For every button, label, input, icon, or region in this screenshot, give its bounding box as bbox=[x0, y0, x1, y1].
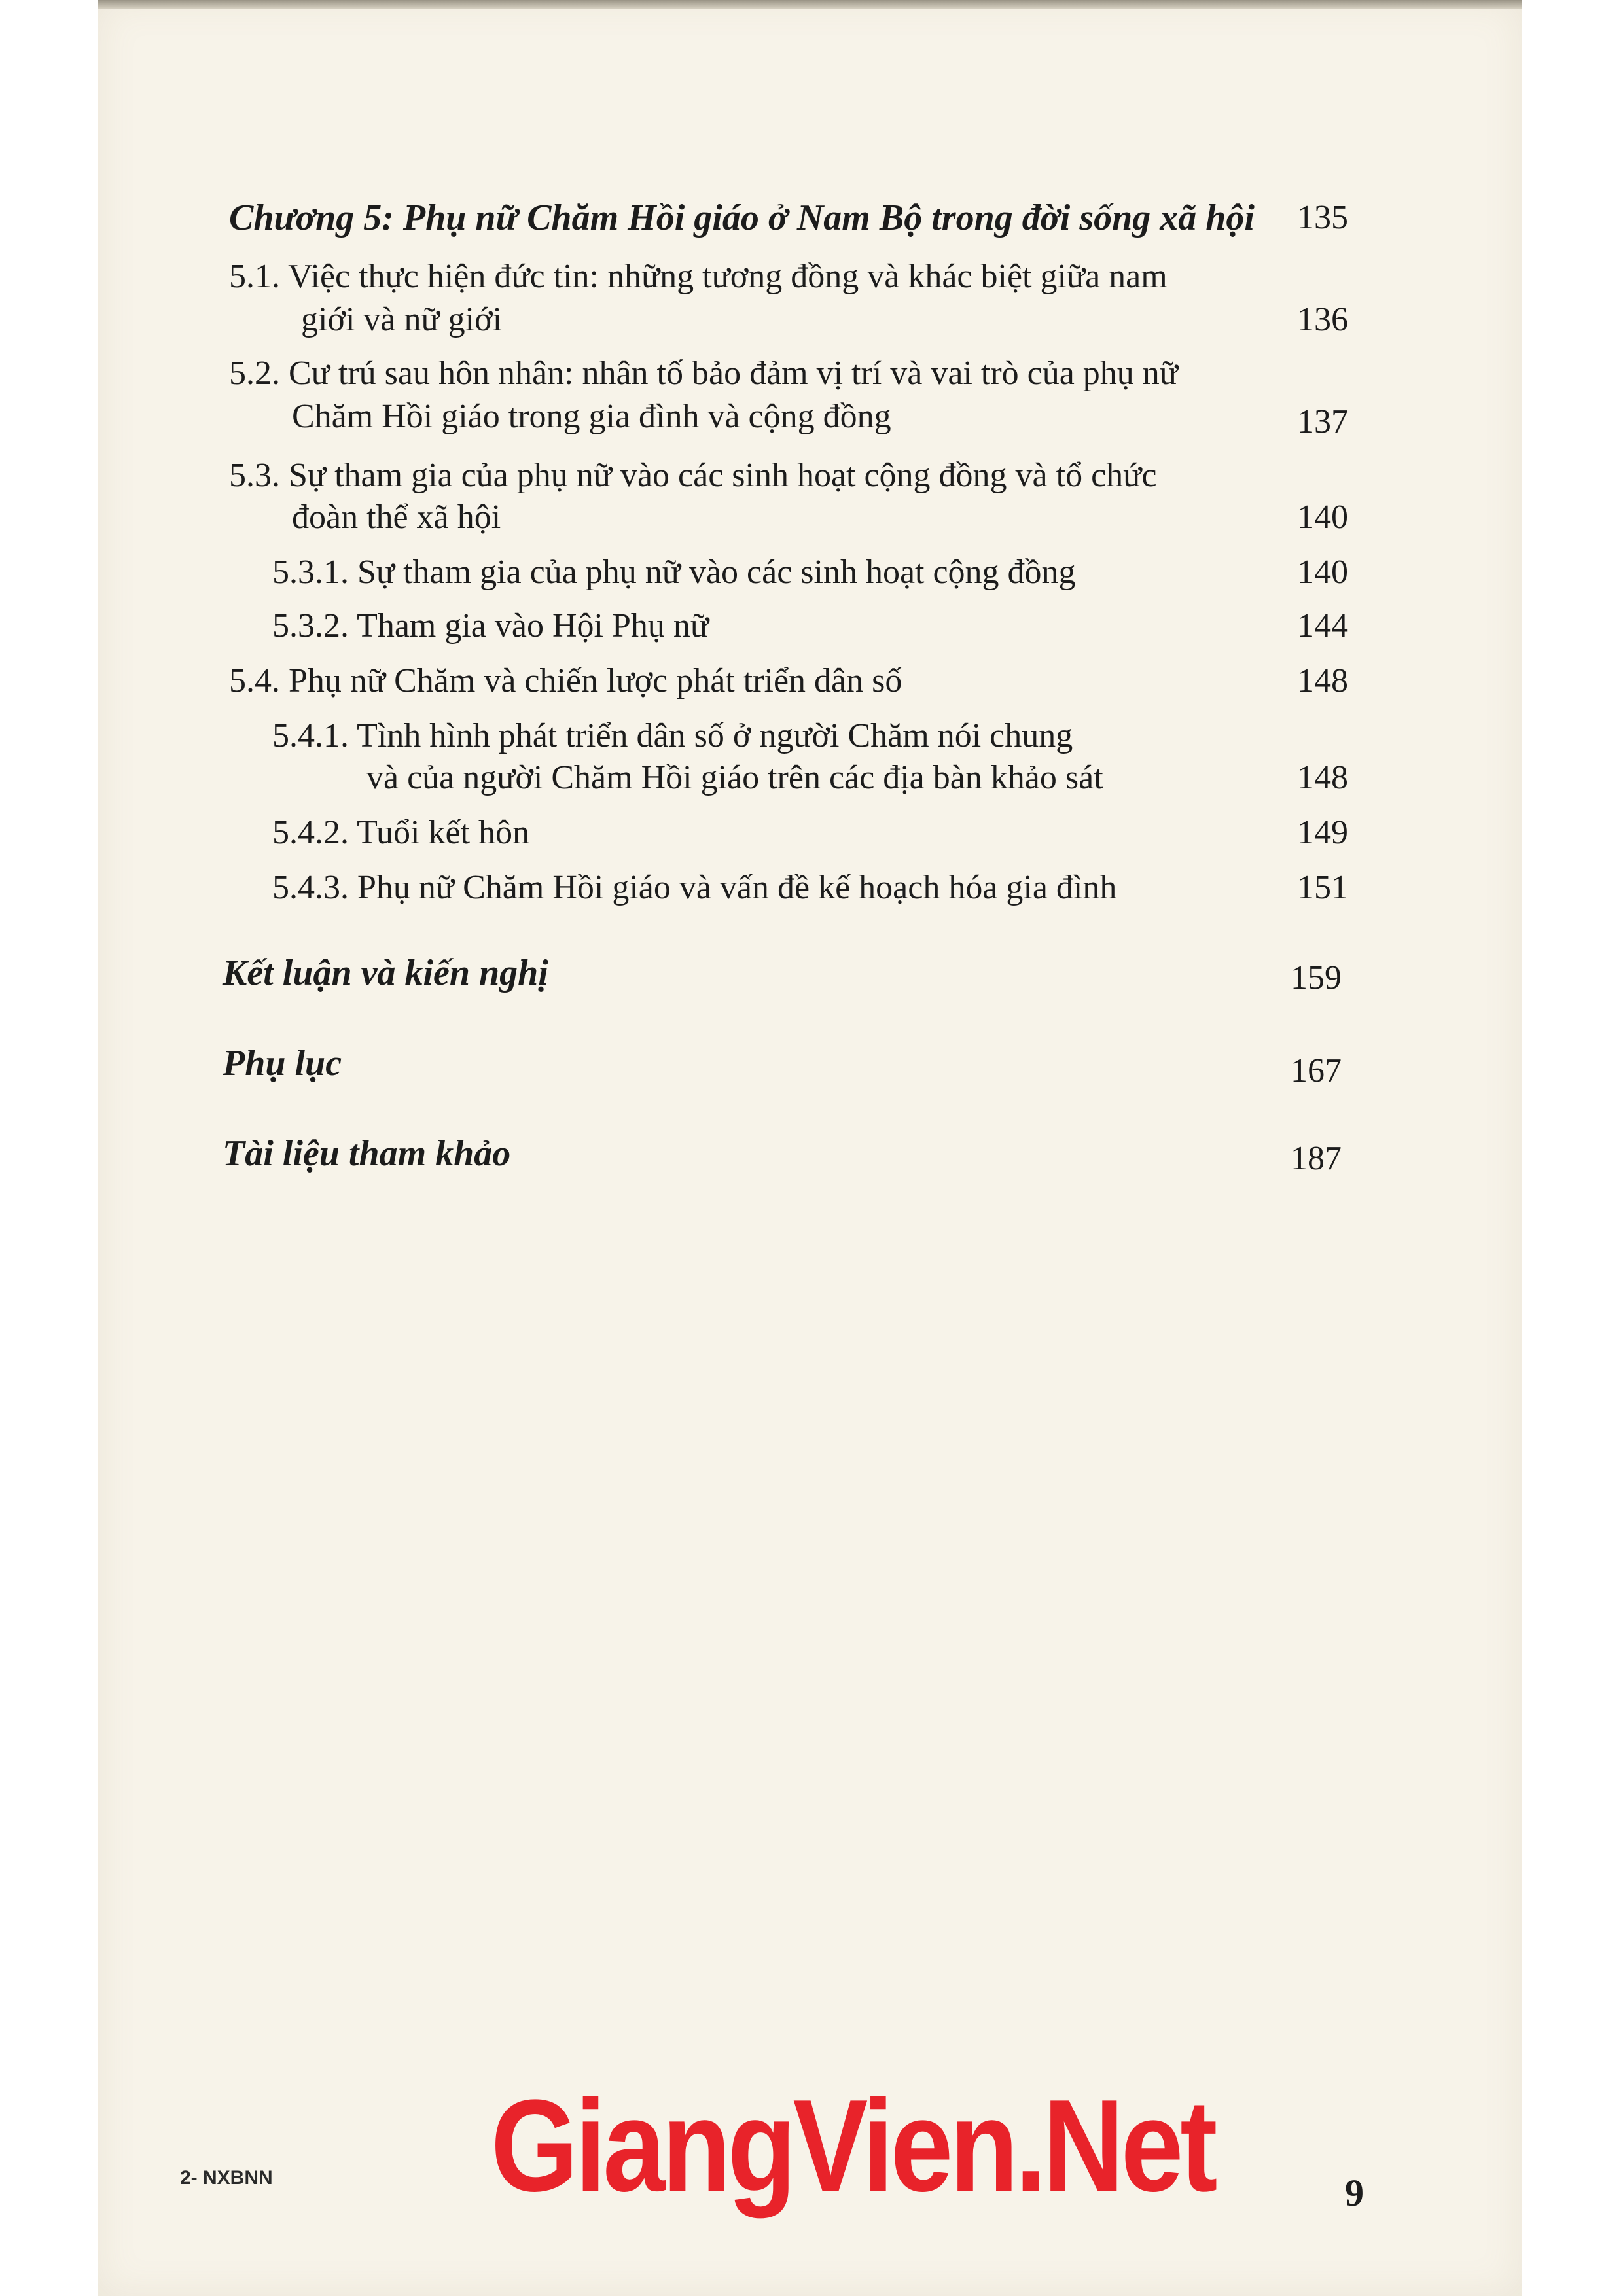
toc-section-5-4-1-line2: và của người Chăm Hồi giáo trên các địa bàn khảo sát bbox=[366, 759, 1103, 796]
toc-section-5-4-2 bbox=[272, 811, 529, 855]
toc-section-5-4-2-page: 149 bbox=[1297, 814, 1348, 851]
toc-section-5-3-2-text: Tham gia vào Hội Phụ nữ bbox=[357, 607, 709, 645]
toc-section-5-3-text: Sự tham gia của phụ nữ vào các sinh hoạt cộng đồng và tổ chức bbox=[289, 457, 1157, 494]
toc-section-5-3-1-page: 140 bbox=[1297, 554, 1348, 591]
toc-section-5-1-line1 bbox=[229, 255, 1168, 298]
page-number: 9 bbox=[1345, 2172, 1364, 2214]
toc-section-5-3-1-text: Sự tham gia của phụ nữ vào các sinh hoạt cộng đồng bbox=[357, 554, 1076, 591]
toc-section-5-1-line2: giới và nữ giới bbox=[301, 301, 503, 338]
toc-section-5-1-text: Việc thực hiện đức tin: những tương đồng và khác biệt giữa nam bbox=[288, 258, 1168, 295]
toc-section-5-4-2-num: 5.4.2. bbox=[272, 814, 349, 851]
toc-section-5-2-line1 bbox=[229, 352, 1178, 395]
toc-section-5-2-text: Cư trú sau hôn nhân: nhân tố bảo đảm vị trí và vai trò của phụ nữ bbox=[289, 355, 1178, 392]
page-top-edge bbox=[98, 0, 1522, 9]
toc-section-5-4-3-text: Phụ nữ Chăm Hồi giáo và vấn đề kế hoạch hóa gia đình bbox=[357, 869, 1117, 906]
toc-section-5-1-num: 5.1. bbox=[229, 258, 280, 295]
toc-section-5-3-line1 bbox=[229, 454, 1156, 497]
toc-section-5-4-1-num: 5.4.1. bbox=[272, 717, 349, 754]
toc-section-5-4-3-page: 151 bbox=[1297, 869, 1348, 906]
footer-publisher-mark: 2- NXBNN bbox=[180, 2167, 273, 2189]
toc-conclusion-title: Kết luận và kiến nghị bbox=[223, 953, 548, 993]
toc-appendix-title: Phụ lục bbox=[223, 1043, 342, 1084]
toc-section-5-3-num: 5.3. bbox=[229, 457, 280, 494]
toc-references-page: 187 bbox=[1291, 1140, 1342, 1177]
toc-section-5-3-2-num: 5.3.2. bbox=[272, 607, 349, 645]
toc-conclusion-page: 159 bbox=[1291, 959, 1342, 997]
toc-section-5-1-page: 136 bbox=[1297, 301, 1348, 338]
toc-section-5-4-2-text: Tuổi kết hôn bbox=[357, 814, 529, 851]
toc-chapter-5-page: 135 bbox=[1297, 199, 1348, 236]
toc-section-5-3-line2: đoàn thể xã hội bbox=[292, 499, 501, 536]
toc-section-5-4-3 bbox=[272, 866, 1116, 910]
toc-section-5-2-page: 137 bbox=[1297, 403, 1348, 440]
toc-section-5-4-num: 5.4. bbox=[229, 662, 280, 699]
toc-section-5-4-3-num: 5.4.3. bbox=[272, 869, 349, 906]
toc-section-5-2-line2: Chăm Hồi giáo trong gia đình và cộng đồng bbox=[292, 398, 891, 435]
toc-section-5-3-2-page: 144 bbox=[1297, 607, 1348, 645]
toc-section-5-4-text: Phụ nữ Chăm và chiến lược phát triển dân số bbox=[289, 662, 902, 699]
toc-references-title: Tài liệu tham khảo bbox=[223, 1133, 511, 1174]
toc-section-5-4-1-text: Tình hình phát triển dân số ở người Chăm nói chung bbox=[357, 717, 1073, 754]
toc-chapter-5-title: Chương 5: Phụ nữ Chăm Hồi giáo ở Nam Bộ trong đời sống xã hội bbox=[229, 198, 1255, 238]
toc-section-5-4-page: 148 bbox=[1297, 662, 1348, 699]
toc-section-5-4 bbox=[229, 660, 902, 703]
toc-section-5-4-1-page: 148 bbox=[1297, 759, 1348, 796]
toc-section-5-3-2 bbox=[272, 605, 709, 648]
toc-section-5-3-page: 140 bbox=[1297, 499, 1348, 536]
watermark-text: GiangVien.Net bbox=[491, 2073, 1215, 2219]
toc-section-5-4-1-line1 bbox=[272, 715, 1073, 758]
toc-section-5-3-1-num: 5.3.1. bbox=[272, 554, 349, 591]
toc-section-5-3-1 bbox=[272, 551, 1076, 594]
toc-appendix-page: 167 bbox=[1291, 1052, 1342, 1089]
toc-section-5-2-num: 5.2. bbox=[229, 355, 280, 392]
